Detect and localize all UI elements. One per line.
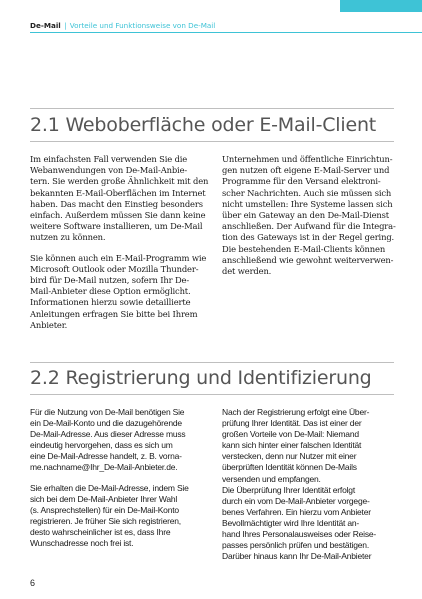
section-2-right-column — [222, 407, 409, 571]
section-2-top-rule — [30, 362, 394, 363]
paragraph: Für die Nutzung von De-Mail benötigen Sie ein De-Mail-Konto und die dazugehörende De-Mail-Adresse. Aus dieser Adresse muss eindeutig hervorgehen, dass es sich um eine De-Mail-Adresse handelt, z. B. vorna- me.nachname@Ihr_De-Mail-Anbieter.de. — [30, 407, 186, 473]
header-accent-bar — [340, 0, 422, 12]
paragraph: Unternehmen und öffentliche Einrichtun- gen nutzen oft eigene E-Mail-Server und Programme für den Versand elektroni- scher Nachrichten. Auch sie müssen sich nicht umstellen: Ihre Systeme lassen sich über ein Gateway an den De-Mail-Dienst anschließen. Der Aufwand für die Integra- tion des Gateways ist in der Regel gering. Die bestehenden E-Mail-Clients können anschließend wie gewohnt weiterverwen- det werden. — [222, 154, 396, 277]
section-1-top-rule — [30, 108, 394, 109]
section-1-left-column — [30, 154, 217, 340]
running-header — [30, 21, 350, 30]
header-brand: De-Mail — [30, 21, 61, 30]
page-number: 6 — [30, 578, 36, 588]
paragraph: Sie können auch ein E-Mail-Programm wie Microsoft Outlook oder Mozilla Thunder- bird für De-Mail nutzen, sofern Ihr De- Mail-Anbieter diese Option ermöglicht. Informationen hierzu sowie detaillierte Anleitungen erfragen Sie bitte bei Ihrem Anbieter. — [30, 252, 207, 330]
header-divider — [30, 32, 422, 33]
section-1-title: 2.1 Weboberfläche oder E-Mail-Client — [30, 114, 377, 136]
header-chapter-title: Vorteile und Funktionsweise von De-Mail — [69, 21, 216, 30]
paragraph: Nach der Registrierung erfolgt eine Über- prüfung Ihrer Identität. Das ist einer der großen Vorteile von De-Mail: Niemand kann sich hinter einer falschen Identität verstecken, denn nur Nutzer mit einer überprüften Identität können De-Mails versenden und empfangen. Die Überprüfung Ihrer Identität erfolgt durch ein vom De-Mail-Anbieter vorgege- benes Verfahren. Ein hierzu vom Anbieter Bevollmächtigter wird Ihre Identität an- hand Ihres Personalausweises oder Reise- passes persönlich prüfen und bestätigen. Darüber hinaus kann Ihr De-Mail-Anbieter — [222, 407, 377, 562]
section-2-bottom-rule — [30, 394, 394, 395]
header-separator: | — [64, 21, 67, 30]
section-1-right-column — [222, 154, 409, 286]
section-2-title: 2.2 Registrierung und Identifizierung — [30, 367, 372, 389]
paragraph: Sie erhalten die De-Mail-Adresse, indem Sie sich bei dem De-Mail-Anbieter Ihrer Wahl (s. Ansprechstellen) für ein De-Mail-Konto registrieren. Je früher Sie sich registrieren, desto wahrscheinlicher ist es, dass Ihre Wunschadresse noch frei ist. — [30, 482, 189, 549]
section-2-left-column — [30, 407, 217, 558]
paragraph: Im einfachsten Fall verwenden Sie die Webanwendungen von De-Mail-Anbie- tern. Sie werden große Ähnlichkeit mit den bekannten E-Mail-Oberflächen im Internet haben. Das macht den Einstieg besonders einfach. Außerdem müssen Sie dann keine weitere Software installieren, um De-Mail nutzen zu können. — [30, 154, 209, 243]
section-1-bottom-rule — [30, 141, 394, 142]
